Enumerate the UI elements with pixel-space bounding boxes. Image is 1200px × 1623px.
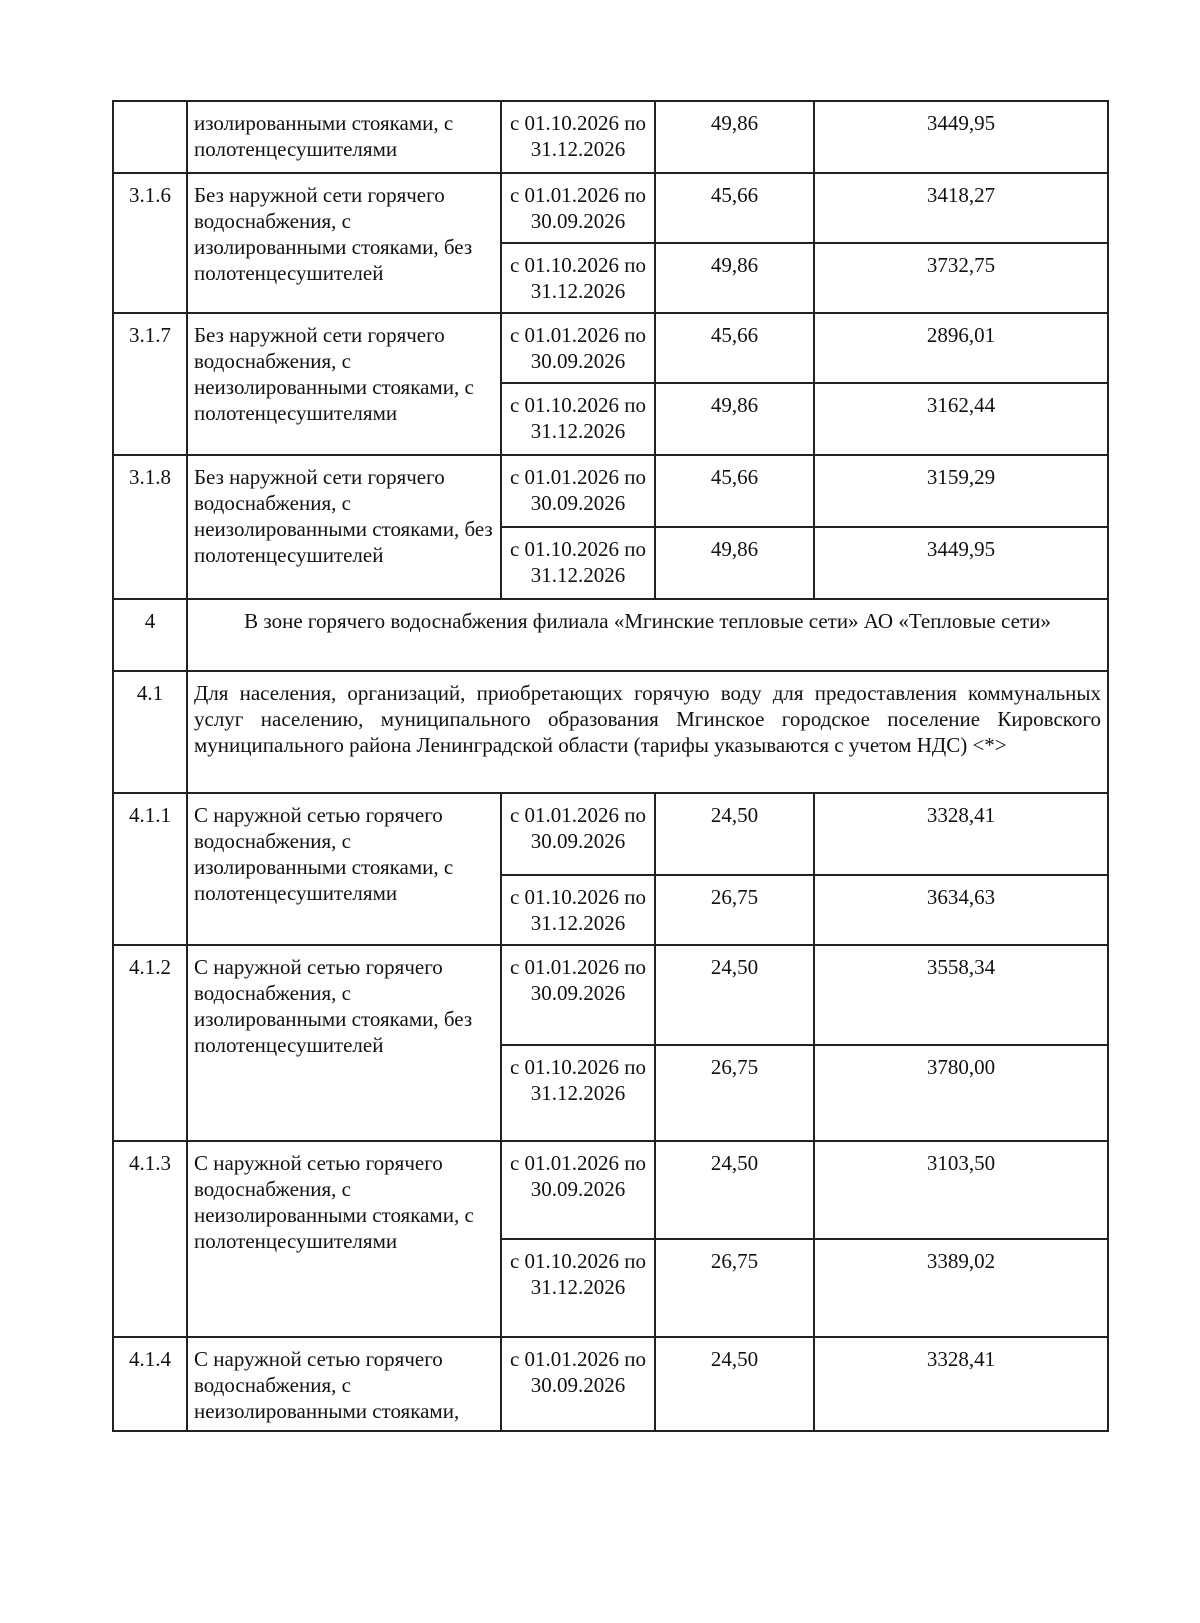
table-row: [113, 101, 1108, 173]
row-description: Без наружной сети горячего водоснабжения, с неизолированными стояками, с полотенцесушителями: [187, 313, 501, 455]
row-description: изолированными стояками, с полотенцесушителями: [187, 101, 501, 173]
row-value-1: 45,66: [655, 455, 814, 527]
row-period: с 01.10.2026 по 31.12.2026: [501, 1239, 655, 1337]
row-number: 3.1.6: [113, 173, 187, 313]
row-value-2: 3103,50: [814, 1141, 1108, 1239]
row-value-1: 26,75: [655, 1239, 814, 1337]
row-period: с 01.10.2026 по 31.12.2026: [501, 875, 655, 945]
row-value-2: 3159,29: [814, 455, 1108, 527]
row-period: с 01.01.2026 по 30.09.2026: [501, 793, 655, 875]
table-row: [113, 945, 1108, 1045]
row-period: с 01.10.2026 по 31.12.2026: [501, 243, 655, 313]
row-value-1: 24,50: [655, 1337, 814, 1431]
row-value-2: 3418,27: [814, 173, 1108, 243]
row-number: 4.1.4: [113, 1337, 187, 1431]
row-description: С наружной сетью горячего водоснабжения, с изолированными стояками, с полотенцесушителями: [187, 793, 501, 945]
row-description: С наружной сетью горячего водоснабжения, с изолированными стояками, без полотенцесушителей: [187, 945, 501, 1141]
row-value-2: 3162,44: [814, 383, 1108, 455]
table-row: [113, 1337, 1108, 1431]
row-value-2: 3328,41: [814, 793, 1108, 875]
section-row: [113, 671, 1108, 793]
row-value-2: 3328,41: [814, 1337, 1108, 1431]
row-number: 3.1.8: [113, 455, 187, 599]
section-number: 4.1: [113, 671, 187, 793]
table-row: [113, 173, 1108, 243]
row-period: с 01.01.2026 по 30.09.2026: [501, 1141, 655, 1239]
table-row: [113, 455, 1108, 527]
tariff-table: [112, 100, 1109, 1432]
row-value-2: 3634,63: [814, 875, 1108, 945]
row-value-1: 49,86: [655, 527, 814, 599]
row-value-1: 26,75: [655, 875, 814, 945]
row-value-2: 3389,02: [814, 1239, 1108, 1337]
row-value-1: 24,50: [655, 945, 814, 1045]
row-period: с 01.10.2026 по 31.12.2026: [501, 527, 655, 599]
row-value-1: 45,66: [655, 313, 814, 383]
row-value-2: 3449,95: [814, 527, 1108, 599]
row-period: с 01.10.2026 по 31.12.2026: [501, 383, 655, 455]
row-value-1: 24,50: [655, 793, 814, 875]
row-description: Без наружной сети горячего водоснабжения, с неизолированными стояками, без полотенцесушителей: [187, 455, 501, 599]
row-description: Без наружной сети горячего водоснабжения, с изолированными стояками, без полотенцесушителей: [187, 173, 501, 313]
row-period: с 01.01.2026 по 30.09.2026: [501, 945, 655, 1045]
row-number: 4.1.2: [113, 945, 187, 1141]
row-description: С наружной сетью горячего водоснабжения, с неизолированными стояками,: [187, 1337, 501, 1431]
section-number: 4: [113, 599, 187, 671]
section-row: [113, 599, 1108, 671]
row-description: С наружной сетью горячего водоснабжения, с неизолированными стояками, с полотенцесушителями: [187, 1141, 501, 1337]
row-period: с 01.01.2026 по 30.09.2026: [501, 173, 655, 243]
row-value-1: 49,86: [655, 383, 814, 455]
section-title: В зоне горячего водоснабжения филиала «Мгинские тепловые сети» АО «Тепловые сети»: [187, 599, 1108, 671]
table-row: [113, 313, 1108, 383]
row-value-2: 3732,75: [814, 243, 1108, 313]
row-period: с 01.01.2026 по 30.09.2026: [501, 1337, 655, 1431]
table-row: [113, 1141, 1108, 1239]
section-title: Для населения, организаций, приобретающих горячую воду для предоставления коммунальных услуг населению, муниципального образования Мгинское городское поселение Кировского муниципального района Ленинградской области (тарифы указываются с учетом НДС) <*>: [187, 671, 1108, 793]
row-value-1: 49,86: [655, 101, 814, 173]
row-period: с 01.01.2026 по 30.09.2026: [501, 455, 655, 527]
row-number: [113, 101, 187, 173]
row-period: с 01.10.2026 по 31.12.2026: [501, 1045, 655, 1141]
row-period: с 01.01.2026 по 30.09.2026: [501, 313, 655, 383]
row-number: 3.1.7: [113, 313, 187, 455]
row-value-1: 24,50: [655, 1141, 814, 1239]
row-value-2: 3780,00: [814, 1045, 1108, 1141]
table-row: [113, 793, 1108, 875]
row-value-2: 3449,95: [814, 101, 1108, 173]
row-value-1: 45,66: [655, 173, 814, 243]
row-period: с 01.10.2026 по 31.12.2026: [501, 101, 655, 173]
row-number: 4.1.3: [113, 1141, 187, 1337]
row-value-2: 2896,01: [814, 313, 1108, 383]
row-value-1: 26,75: [655, 1045, 814, 1141]
row-number: 4.1.1: [113, 793, 187, 945]
row-value-2: 3558,34: [814, 945, 1108, 1045]
row-value-1: 49,86: [655, 243, 814, 313]
